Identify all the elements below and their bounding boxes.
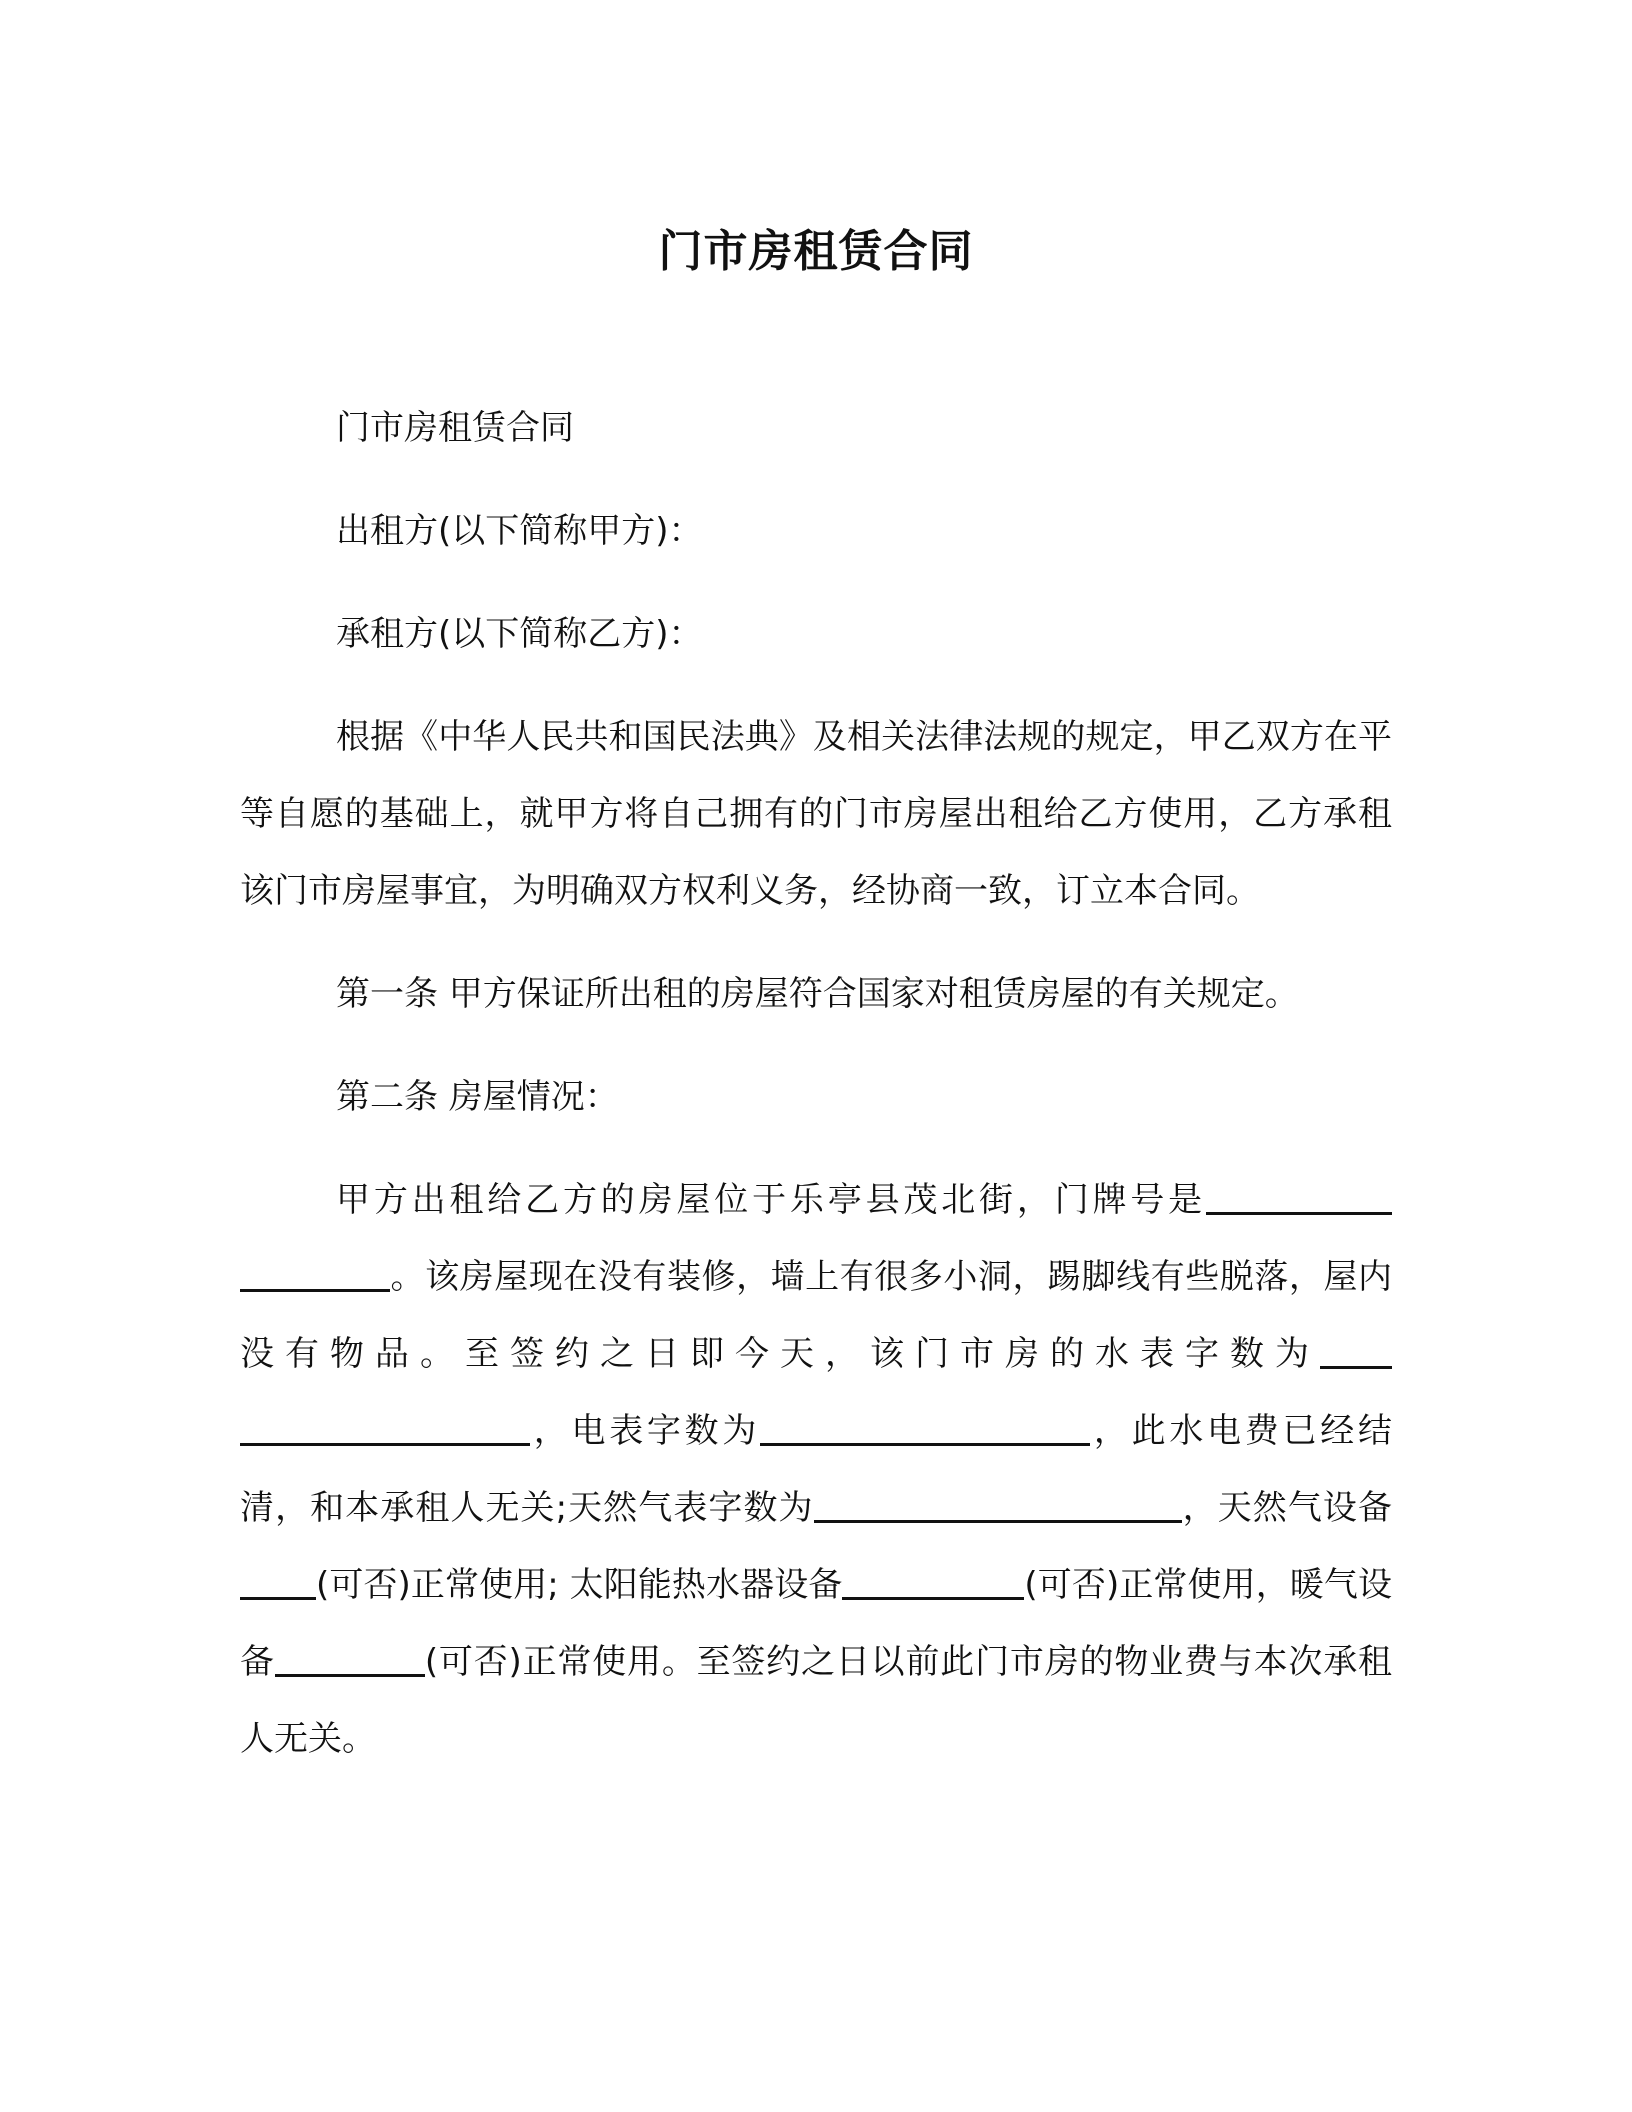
article-1: 第一条 甲方保证所出租的房屋符合国家对租赁房屋的有关规定。 — [336, 974, 1299, 1014]
heating-equipment-blank[interactable] — [275, 1640, 425, 1677]
article-2-heading: 第二条 房屋情况： — [336, 1077, 619, 1117]
water-meter-blank[interactable] — [1320, 1332, 1392, 1369]
article-2-body — [240, 1162, 1392, 1778]
article-2-text-3: ，电表字数为 — [530, 1411, 761, 1451]
lessee-line: 承租方(以下简称乙方)： — [336, 614, 703, 654]
article-2-text-8: (可否)正常使用。至签约之日以前此门市房的物业费与本次承租人无关。 — [240, 1642, 1392, 1759]
article-2-text-6: (可否)正常使用; 太阳能热水器设备 — [316, 1565, 843, 1605]
article-2-text-7: (可否)正常使用，暖气设备 — [240, 1565, 1393, 1682]
gas-equipment-blank[interactable] — [240, 1563, 316, 1600]
document-title: 门市房租赁合同 — [658, 226, 974, 277]
lessor-line: 出租方(以下简称甲方)： — [336, 511, 703, 551]
solar-heater-blank[interactable] — [842, 1563, 1024, 1600]
intro-paragraph: 根据《中华人民共和国民法典》及相关法律法规的规定，甲乙双方在平等自愿的基础上，就甲方将自己拥有的门市房屋出租给乙方使用，乙方承租该门市房屋事宜，为明确双方权利义务，经协商一致，订立本合同。 — [240, 717, 1392, 911]
house-number-blank-cont[interactable] — [240, 1255, 390, 1292]
water-meter-blank-cont[interactable] — [240, 1409, 530, 1446]
article-2-text-5: ，天然气设备 — [1181, 1488, 1392, 1528]
document-body — [240, 390, 1392, 1804]
article-2-text-4: ，此水电费已经结清，和本承租人无关;天然气表字数为 — [240, 1411, 1393, 1528]
house-number-blank[interactable] — [1206, 1178, 1392, 1215]
contract-subtitle: 门市房租赁合同 — [336, 408, 574, 448]
article-2-text-1: 甲方出租给乙方的房屋位于乐亭县茂北街，门牌号是 — [336, 1180, 1206, 1220]
article-2-text-2: 。该房屋现在没有装修，墙上有很多小洞，踢脚线有些脱落，屋内没有物品。至签约之日即今天，该门市房的水表字数为 — [240, 1257, 1392, 1374]
electric-meter-blank[interactable] — [760, 1409, 1090, 1446]
gas-meter-blank[interactable] — [814, 1486, 1182, 1523]
